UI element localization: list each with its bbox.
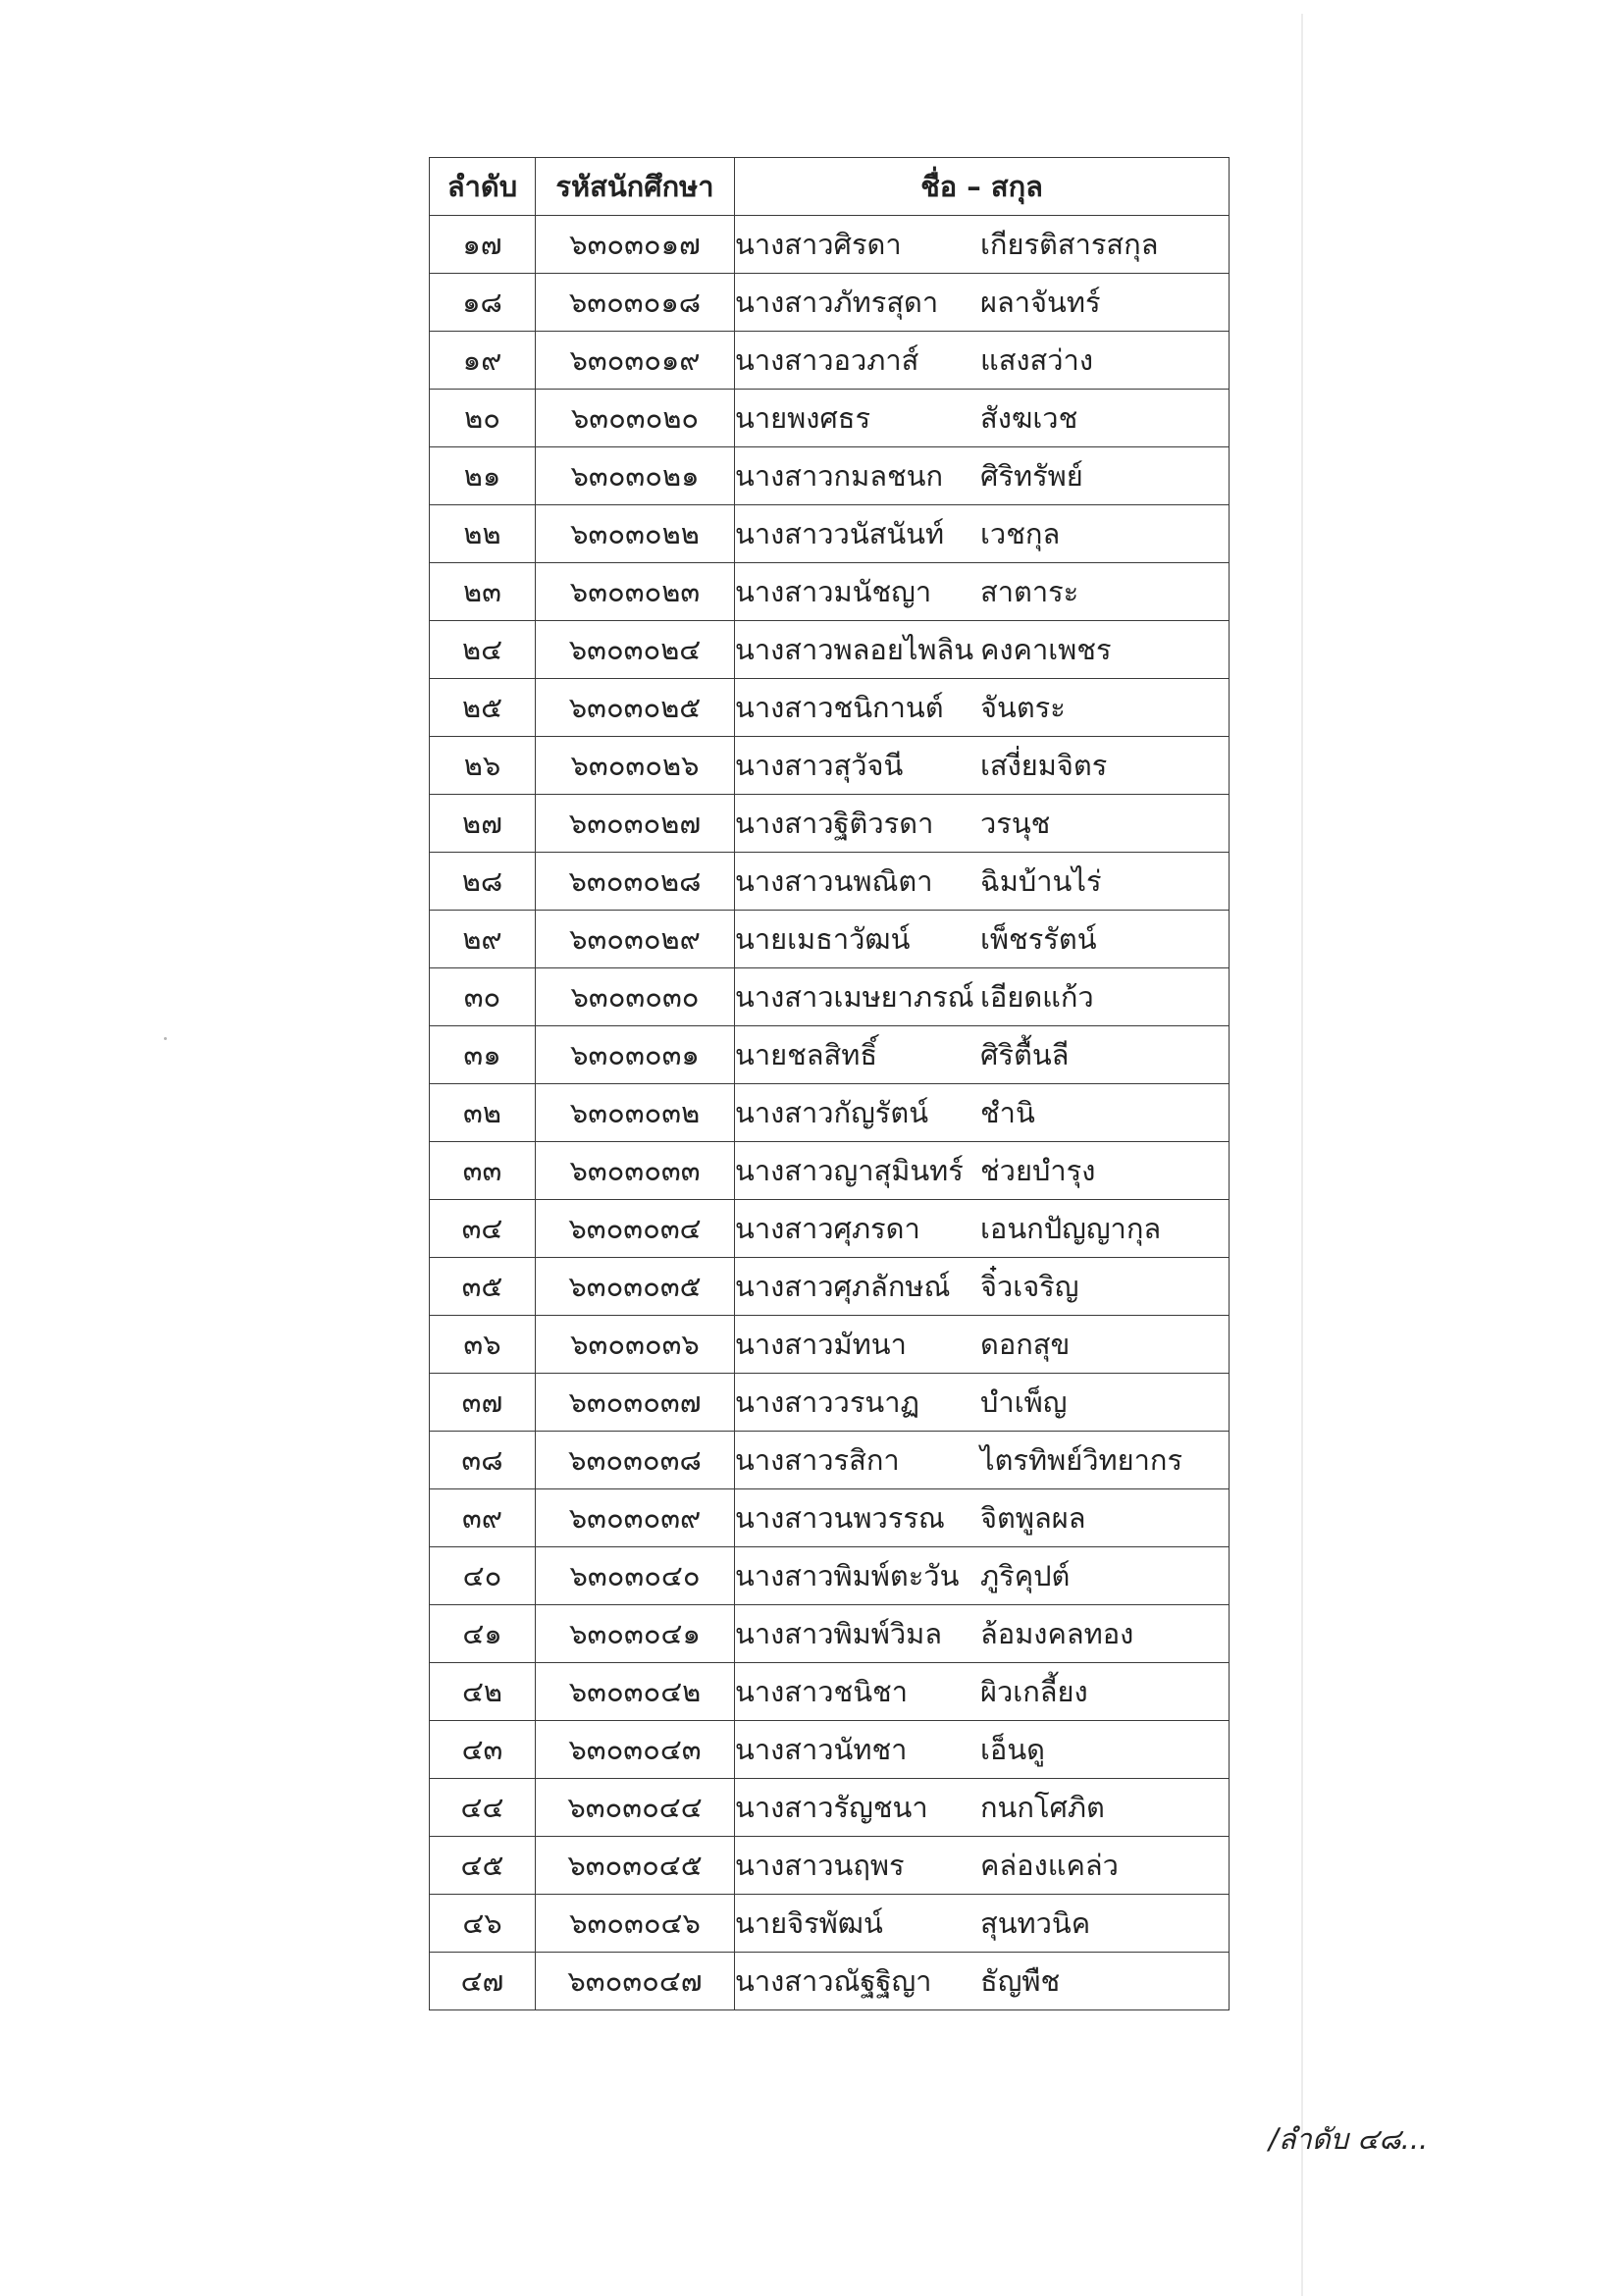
- table-row: [430, 1895, 1230, 1953]
- row-student-id: ๖๓๐๓๐๔๐: [536, 1547, 735, 1605]
- row-student-id: ๖๓๐๓๐๒๔: [536, 621, 735, 679]
- header-student-id: รหัสนักศึกษา: [536, 158, 735, 216]
- row-order: ๓๕: [430, 1258, 536, 1316]
- row-first-name: นางสาวเมษยาภรณ์: [735, 980, 974, 1014]
- row-first-name: นางสาวภัทรสุดา: [735, 286, 939, 319]
- table-row: [430, 1779, 1230, 1837]
- row-first-name: นายชลสิทธิ์: [735, 1038, 878, 1071]
- row-last-name: ชำนิ: [980, 1096, 1035, 1129]
- row-student-id: ๖๓๐๓๐๒๓: [536, 563, 735, 621]
- row-last-name: ศิริทรัพย์: [980, 459, 1083, 493]
- row-order: ๔๓: [430, 1721, 536, 1779]
- row-full-name: [735, 274, 1230, 332]
- row-last-name: บำเพ็ญ: [980, 1385, 1068, 1419]
- row-full-name: [735, 1547, 1230, 1605]
- row-student-id: ๖๓๐๓๐๑๙: [536, 332, 735, 390]
- table-row: [430, 1200, 1230, 1258]
- row-full-name: [735, 1837, 1230, 1895]
- row-last-name: คงคาเพชร: [980, 633, 1112, 666]
- row-student-id: ๖๓๐๓๐๔๔: [536, 1779, 735, 1837]
- row-order: ๔๐: [430, 1547, 536, 1605]
- row-order: ๓๖: [430, 1316, 536, 1374]
- row-full-name: [735, 1895, 1230, 1953]
- row-student-id: ๖๓๐๓๐๑๘: [536, 274, 735, 332]
- row-full-name: [735, 1605, 1230, 1663]
- row-full-name: [735, 332, 1230, 390]
- row-last-name: เอนกปัญญากุล: [980, 1212, 1162, 1245]
- row-last-name: ภูริคุปต์: [980, 1559, 1071, 1592]
- row-last-name: ล้อมงคลทอง: [980, 1617, 1134, 1650]
- row-full-name: [735, 621, 1230, 679]
- table-body: [430, 216, 1230, 2010]
- row-student-id: ๖๓๐๓๐๔๒: [536, 1663, 735, 1721]
- row-order: ๓๓: [430, 1142, 536, 1200]
- student-roster-table: [429, 157, 1230, 2010]
- row-first-name: นางสาวรสิกา: [735, 1443, 900, 1477]
- row-last-name: จันตระ: [980, 691, 1066, 724]
- row-last-name: วรนุช: [980, 807, 1051, 840]
- row-student-id: ๖๓๐๓๐๔๗: [536, 1953, 735, 2010]
- row-last-name: คล่องแคล่ว: [980, 1849, 1119, 1882]
- row-order: ๒๘: [430, 853, 536, 911]
- row-first-name: นางสาวมนัชญา: [735, 575, 932, 608]
- row-last-name: ดอกสุข: [980, 1328, 1071, 1361]
- header-order: ลำดับ: [430, 158, 536, 216]
- table-row: [430, 911, 1230, 968]
- table-row: [430, 853, 1230, 911]
- table-row: [430, 1721, 1230, 1779]
- row-last-name: เอ็นดู: [980, 1733, 1045, 1766]
- table-row: [430, 1489, 1230, 1547]
- row-last-name: ธัญพืช: [980, 1964, 1061, 1998]
- row-last-name: สาตาระ: [980, 575, 1079, 608]
- row-student-id: ๖๓๐๓๐๔๓: [536, 1721, 735, 1779]
- row-first-name: นางสาววนัสนันท์: [735, 517, 945, 550]
- row-first-name: นางสาวมัทนา: [735, 1328, 907, 1361]
- row-student-id: ๖๓๐๓๐๒๘: [536, 853, 735, 911]
- table-row: [430, 447, 1230, 505]
- row-full-name: [735, 1084, 1230, 1142]
- row-order: ๓๙: [430, 1489, 536, 1547]
- row-first-name: นางสาวกมลชนก: [735, 459, 944, 493]
- row-first-name: นายจิรพัฒน์: [735, 1906, 883, 1940]
- row-first-name: นางสาวกัญรัตน์: [735, 1096, 929, 1129]
- row-full-name: [735, 679, 1230, 737]
- row-full-name: [735, 505, 1230, 563]
- row-last-name: จิ๋วเจริญ: [980, 1270, 1079, 1303]
- table-row: [430, 1142, 1230, 1200]
- row-full-name: [735, 795, 1230, 853]
- row-last-name: กนกโศภิต: [980, 1791, 1105, 1824]
- row-student-id: ๖๓๐๓๐๒๗: [536, 795, 735, 853]
- table-row: [430, 1084, 1230, 1142]
- row-full-name: [735, 968, 1230, 1026]
- row-first-name: นางสาวศุภลักษณ์: [735, 1270, 951, 1303]
- row-student-id: ๖๓๐๓๐๓๒: [536, 1084, 735, 1142]
- row-order: ๒๔: [430, 621, 536, 679]
- row-full-name: [735, 216, 1230, 274]
- row-full-name: [735, 1663, 1230, 1721]
- page-fold-line: [1301, 14, 1303, 2296]
- row-order: ๑๘: [430, 274, 536, 332]
- row-order: ๒๓: [430, 563, 536, 621]
- table-row: [430, 737, 1230, 795]
- row-last-name: สังฆเวช: [980, 401, 1078, 435]
- row-first-name: นางสาวศิรดา: [735, 228, 902, 261]
- row-full-name: [735, 911, 1230, 968]
- table-row: [430, 1837, 1230, 1895]
- scan-speck: [164, 1037, 167, 1040]
- table-row: [430, 274, 1230, 332]
- row-full-name: [735, 1721, 1230, 1779]
- row-order: ๑๙: [430, 332, 536, 390]
- continuation-note: /ลำดับ ๔๘...: [1269, 2122, 1429, 2156]
- row-first-name: นางสาวนพวรรณ: [735, 1501, 945, 1535]
- row-order: ๒๗: [430, 795, 536, 853]
- row-order: ๓๑: [430, 1026, 536, 1084]
- row-last-name: เสงี่ยมจิตร: [980, 749, 1108, 782]
- row-first-name: นางสาวญาสุมินทร์: [735, 1154, 964, 1187]
- row-full-name: [735, 447, 1230, 505]
- row-full-name: [735, 1489, 1230, 1547]
- row-student-id: ๖๓๐๓๐๒๐: [536, 390, 735, 447]
- row-full-name: [735, 853, 1230, 911]
- table-row: [430, 505, 1230, 563]
- row-last-name: เอียดแก้ว: [980, 980, 1094, 1014]
- row-last-name: ผลาจันทร์: [980, 286, 1101, 319]
- row-last-name: สุนทวนิค: [980, 1906, 1091, 1940]
- row-order: ๔๑: [430, 1605, 536, 1663]
- row-full-name: [735, 1953, 1230, 2010]
- table-row: [430, 1432, 1230, 1489]
- table-row: [430, 1663, 1230, 1721]
- row-first-name: นางสาวศุภรดา: [735, 1212, 920, 1245]
- row-student-id: ๖๓๐๓๐๓๑: [536, 1026, 735, 1084]
- row-order: ๑๗: [430, 216, 536, 274]
- table-row: [430, 621, 1230, 679]
- row-last-name: ศิริตื้นลี: [980, 1038, 1070, 1071]
- row-order: ๓๔: [430, 1200, 536, 1258]
- row-first-name: นางสาวพิมพ์วิมล: [735, 1617, 943, 1650]
- row-order: ๒๙: [430, 911, 536, 968]
- row-student-id: ๖๓๐๓๐๓๙: [536, 1489, 735, 1547]
- row-full-name: [735, 1432, 1230, 1489]
- row-first-name: นายพงศธร: [735, 401, 871, 435]
- row-last-name: ฉิมบ้านไร่: [980, 864, 1102, 898]
- table-row: [430, 1026, 1230, 1084]
- row-full-name: [735, 1316, 1230, 1374]
- row-order: ๓๐: [430, 968, 536, 1026]
- row-last-name: เวชกุล: [980, 517, 1061, 550]
- row-order: ๔๒: [430, 1663, 536, 1721]
- table-row: [430, 1316, 1230, 1374]
- row-order: ๒๒: [430, 505, 536, 563]
- row-last-name: ช่วยบำรุง: [980, 1154, 1096, 1187]
- row-student-id: ๖๓๐๓๐๒๑: [536, 447, 735, 505]
- table-row: [430, 332, 1230, 390]
- row-first-name: นางสาวสุวัจนี: [735, 749, 904, 782]
- row-last-name: เพ็ชรรัตน์: [980, 922, 1097, 956]
- row-full-name: [735, 1374, 1230, 1432]
- row-order: ๓๘: [430, 1432, 536, 1489]
- row-order: ๓๗: [430, 1374, 536, 1432]
- row-first-name: นางสาวชนิชา: [735, 1675, 909, 1708]
- row-first-name: นางสาวพิมพ์ตะวัน: [735, 1559, 960, 1592]
- table-row: [430, 563, 1230, 621]
- row-last-name: ผิวเกลี้ยง: [980, 1675, 1088, 1708]
- row-full-name: [735, 1258, 1230, 1316]
- row-full-name: [735, 1779, 1230, 1837]
- row-first-name: นางสาวนพณิตา: [735, 864, 933, 898]
- row-full-name: [735, 390, 1230, 447]
- row-student-id: ๖๓๐๓๐๒๕: [536, 679, 735, 737]
- row-student-id: ๖๓๐๓๐๑๗: [536, 216, 735, 274]
- row-first-name: นางสาวพลอยไพลิน: [735, 633, 974, 666]
- row-student-id: ๖๓๐๓๐๔๕: [536, 1837, 735, 1895]
- row-last-name: เกียรติสารสกุล: [980, 228, 1159, 261]
- table-row: [430, 1374, 1230, 1432]
- row-first-name: นางสาวอวภาส์: [735, 343, 919, 377]
- row-student-id: ๖๓๐๓๐๓๔: [536, 1200, 735, 1258]
- row-first-name: นางสาวนฤพร: [735, 1849, 905, 1882]
- row-student-id: ๖๓๐๓๐๒๒: [536, 505, 735, 563]
- row-student-id: ๖๓๐๓๐๔๑: [536, 1605, 735, 1663]
- row-student-id: ๖๓๐๓๐๓๗: [536, 1374, 735, 1432]
- row-first-name: นางสาวฐิติวรดา: [735, 807, 934, 840]
- row-first-name: นายเมธาวัฒน์: [735, 922, 911, 956]
- row-full-name: [735, 563, 1230, 621]
- row-student-id: ๖๓๐๓๐๓๓: [536, 1142, 735, 1200]
- table-row: [430, 968, 1230, 1026]
- row-full-name: [735, 1200, 1230, 1258]
- row-first-name: นางสาวนัทชา: [735, 1733, 908, 1766]
- row-first-name: นางสาววรนาฏ: [735, 1385, 919, 1419]
- row-order: ๒๖: [430, 737, 536, 795]
- row-first-name: นางสาวชนิกานต์: [735, 691, 944, 724]
- row-student-id: ๖๓๐๓๐๒๖: [536, 737, 735, 795]
- row-order: ๔๕: [430, 1837, 536, 1895]
- table-row: [430, 795, 1230, 853]
- table-row: [430, 1605, 1230, 1663]
- table-header-row: [430, 158, 1230, 216]
- row-student-id: ๖๓๐๓๐๓๐: [536, 968, 735, 1026]
- table-row: [430, 1258, 1230, 1316]
- row-order: ๒๐: [430, 390, 536, 447]
- table-row: [430, 1953, 1230, 2010]
- row-last-name: ไตรทิพย์วิทยากร: [980, 1443, 1183, 1477]
- row-order: ๒๕: [430, 679, 536, 737]
- table-row: [430, 1547, 1230, 1605]
- table-row: [430, 216, 1230, 274]
- row-student-id: ๖๓๐๓๐๓๘: [536, 1432, 735, 1489]
- row-order: ๔๗: [430, 1953, 536, 2010]
- table-row: [430, 390, 1230, 447]
- header-full-name: ชื่อ – สกุล: [735, 158, 1230, 216]
- row-full-name: [735, 1142, 1230, 1200]
- row-order: ๒๑: [430, 447, 536, 505]
- row-student-id: ๖๓๐๓๐๓๖: [536, 1316, 735, 1374]
- row-last-name: จิตพูลผล: [980, 1501, 1086, 1535]
- row-full-name: [735, 1026, 1230, 1084]
- row-full-name: [735, 737, 1230, 795]
- row-first-name: นางสาวณัฐฐิญา: [735, 1964, 932, 1998]
- row-last-name: แสงสว่าง: [980, 343, 1093, 377]
- row-order: ๔๖: [430, 1895, 536, 1953]
- row-student-id: ๖๓๐๓๐๓๕: [536, 1258, 735, 1316]
- row-order: ๔๔: [430, 1779, 536, 1837]
- row-first-name: นางสาวรัญชนา: [735, 1791, 928, 1824]
- row-order: ๓๒: [430, 1084, 536, 1142]
- row-student-id: ๖๓๐๓๐๔๖: [536, 1895, 735, 1953]
- row-student-id: ๖๓๐๓๐๒๙: [536, 911, 735, 968]
- table-row: [430, 679, 1230, 737]
